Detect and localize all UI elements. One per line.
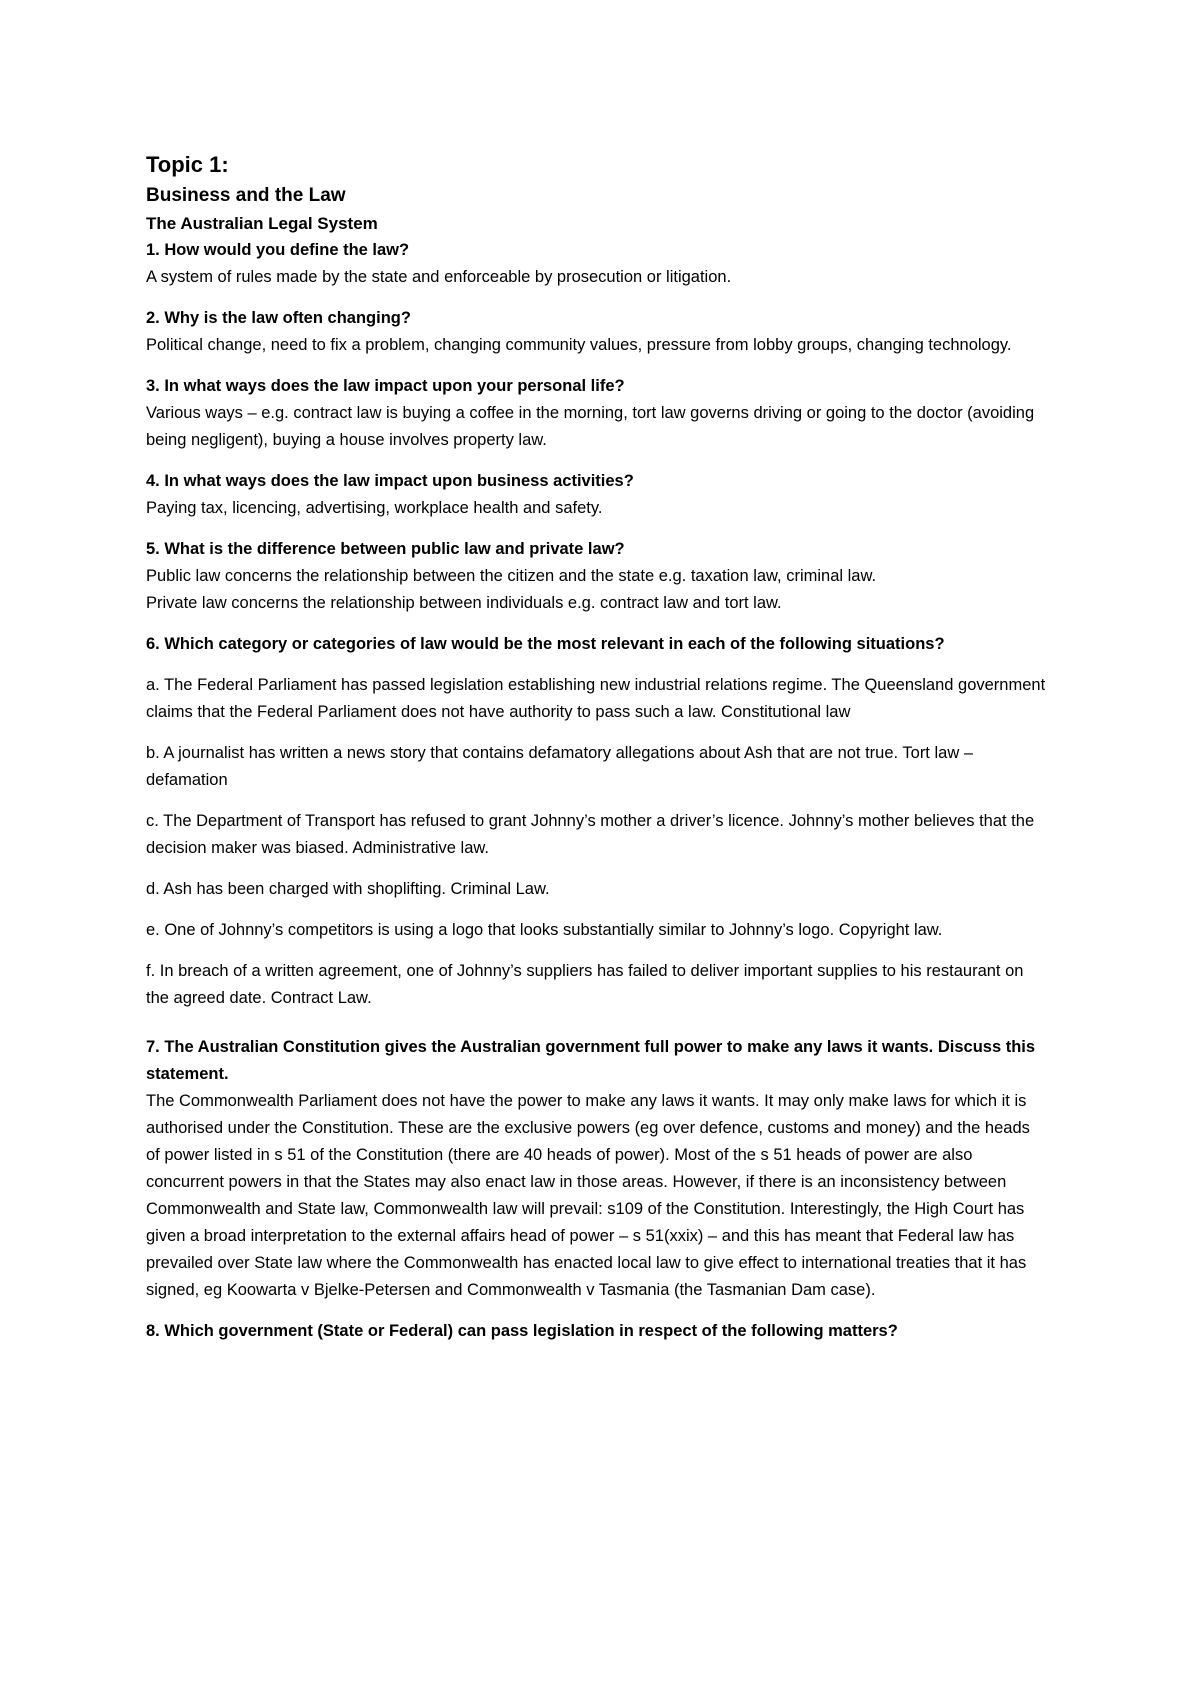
question-text: 2. Why is the law often changing?	[146, 309, 411, 327]
answer-text: Paying tax, licencing, advertising, workplace health and safety.	[146, 499, 603, 517]
question-block-2	[146, 305, 1046, 359]
question-text: 6. Which category or categories of law would be the most relevant in each of the following situations?	[146, 635, 945, 653]
question-text: 3. In what ways does the law impact upon your personal life?	[146, 377, 625, 395]
document-title: Business and the Law	[146, 185, 346, 206]
section-heading: The Australian Legal System	[146, 214, 378, 233]
answer-text: Public law concerns the relationship between the citizen and the state e.g. taxation law, criminal law.	[146, 567, 877, 585]
question-text: 4. In what ways does the law impact upon business activities?	[146, 472, 634, 490]
topic-heading: Topic 1:	[146, 152, 229, 177]
answer-text: Political change, need to fix a problem, changing community values, pressure from lobby groups, changing technology.	[146, 336, 1012, 354]
question-block-6	[146, 631, 1046, 1012]
question-text: 8. Which government (State or Federal) can pass legislation in respect of the following matters?	[146, 1322, 898, 1340]
document-page	[146, 150, 1046, 1345]
answer-text: The Commonwealth Parliament does not have the power to make any laws it wants. It may only make laws for which it is authorised under the Constitution. These are the exclusive powers (eg over defence, customs and money) and the heads of power listed in s 51 of the Constitution (there are 40 heads of power). Most of the s 51 heads of power are also concurrent powers in that the States may also enact law in those areas. However, if there is an inconsistency between Commonwealth and State law, Commonwealth law will prevail: s109 of the Constitution. Interestingly, the High Court has given a broad interpretation to the external affairs head of power – s 51(xxix) – and this has meant that Federal law has prevailed over State law where the Commonwealth has enacted local law to give effect to international treaties that it has signed, eg Koowarta v Bjelke-Petersen and Commonwealth v Tasmania (the Tasmanian Dam case).	[146, 1092, 1030, 1299]
question-block-3	[146, 373, 1046, 454]
question-block-4	[146, 468, 1046, 522]
question-block-8	[146, 1318, 1046, 1345]
situation-item-c: c. The Department of Transport has refused to grant Johnny’s mother a driver’s licence. Johnny’s mother believes that the decision maker was biased. Administrative law.	[146, 812, 1035, 857]
question-block-5	[146, 536, 1046, 617]
answer-text: Private law concerns the relationship between individuals e.g. contract law and tort law.	[146, 594, 782, 612]
question-block-7	[146, 1034, 1046, 1304]
situation-item-a: a. The Federal Parliament has passed legislation establishing new industrial relations regime. The Queensland government claims that the Federal Parliament does not have authority to pass such a law. Constitutional law	[146, 676, 1046, 721]
question-text: 1. How would you define the law?	[146, 241, 410, 259]
question-text: 7. The Australian Constitution gives the Australian government full power to make any laws it wants. Discuss this statement.	[146, 1038, 1036, 1083]
situation-item-e: e. One of Johnny’s competitors is using a logo that looks substantially similar to Johnny’s logo. Copyright law.	[146, 921, 943, 939]
answer-text: Various ways – e.g. contract law is buying a coffee in the morning, tort law governs driving or going to the doctor (avoiding being negligent), buying a house involves property law.	[146, 404, 1035, 449]
question-block-1	[146, 237, 1046, 291]
question-text: 5. What is the difference between public law and private law?	[146, 540, 625, 558]
situation-item-f: f. In breach of a written agreement, one of Johnny’s suppliers has failed to deliver important supplies to his restaurant on the agreed date. Contract Law.	[146, 962, 1024, 1007]
situation-item-b: b. A journalist has written a news story that contains defamatory allegations about Ash that are not true. Tort law – defamation	[146, 744, 973, 789]
situation-item-d: d. Ash has been charged with shoplifting. Criminal Law.	[146, 880, 550, 898]
answer-text: A system of rules made by the state and enforceable by prosecution or litigation.	[146, 268, 732, 286]
